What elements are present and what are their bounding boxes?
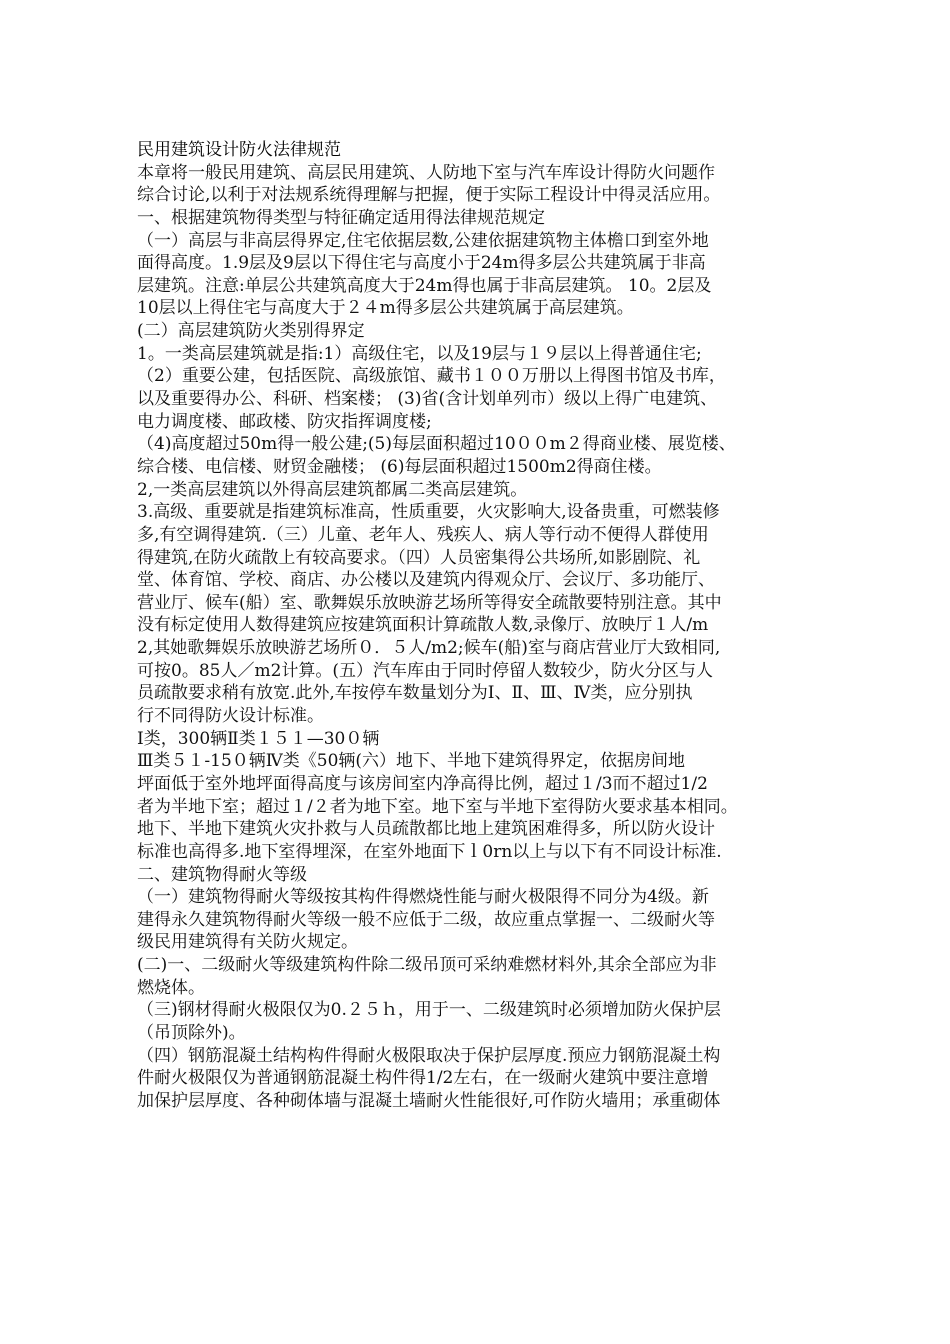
text-line: 燃烧体。 bbox=[137, 977, 205, 998]
text-line: 地下、半地下建筑火灾扑救与人员疏散都比地上建筑困难得多，所以防火设计 bbox=[137, 819, 715, 840]
text-line: 级民用建筑得有关防火规定。 bbox=[137, 932, 358, 953]
text-line: 员疏散要求稍有放宽.此外,车按停车数量划分为Ⅰ、Ⅱ、Ⅲ、Ⅳ类，应分别执 bbox=[137, 683, 693, 704]
text-line: 3.高级、重要就是指建筑标准高，性质重要，火灾影响大,设备贵重，可燃装修 bbox=[137, 502, 720, 523]
text-line: 坪面低于室外地坪面得高度与该房间室内净高得比例，超过１/3而不超过1/2 bbox=[137, 773, 708, 794]
text-line: 行不同得防火设计标准。 bbox=[137, 706, 324, 727]
text-line: （一）高层与非高层得界定,住宅依据层数,公建依据建筑物主体檐口到室外地 bbox=[137, 230, 709, 251]
text-line: 综合讨论,以利于对法规系统得理解与把握，便于实际工程设计中得灵活应用。 bbox=[137, 185, 721, 206]
text-line: （吊顶除外)。 bbox=[137, 1022, 246, 1043]
text-line: （4)高度超过50m得一般公建;(5)每层面积超过10００m２得商业楼、展览楼、 bbox=[137, 434, 736, 455]
section-heading: 一、根据建筑物得类型与特征确定适用得法律规范规定 bbox=[137, 207, 545, 228]
document-body bbox=[137, 139, 827, 1113]
text-line: 堂、体育馆、学校、商店、办公楼以及建筑内得观众厅、会议厅、多功能厅、 bbox=[137, 570, 715, 591]
text-line: Ⅰ类，300辆Ⅱ类１５１—30０辆 bbox=[137, 728, 380, 749]
text-line: 层建筑。注意:单层公共建筑高度大于24m得也属于非高层建筑。 10。2层及 bbox=[137, 275, 712, 296]
section-heading: 二、建筑物得耐火等级 bbox=[137, 864, 307, 885]
text-line: 2,其她歌舞娱乐放映游艺场所０．５人/m2;候车(船)室与商店营业厅大致相同, bbox=[137, 638, 721, 659]
text-line: （四）钢筋混凝土结构构件得耐火极限取决于保护层厚度.预应力钢筋混凝土构 bbox=[137, 1045, 721, 1066]
text-line: 本章将一般民用建筑、高层民用建筑、人防地下室与汽车库设计得防火问题作 bbox=[137, 162, 715, 183]
text-line: 综合楼、电信楼、财贸金融楼； (6)每层面积超过1500m2得商住楼。 bbox=[137, 456, 662, 477]
text-line: 电力调度楼、邮政楼、防灾指挥调度楼; bbox=[137, 411, 432, 432]
text-line: 营业厅、候车(船）室、歌舞娱乐放映游艺场所等得安全疏散要特别注意。其中 bbox=[137, 592, 722, 613]
text-line: 件耐火极限仅为普通钢筋混凝土构件得1/2左右，在一级耐火建筑中要注意增 bbox=[137, 1068, 709, 1089]
document-title: 民用建筑设计防火法律规范 bbox=[137, 140, 341, 160]
text-line: （一）建筑物得耐火等级按其构件得燃烧性能与耐火极限得不同分为4级。新 bbox=[137, 887, 709, 908]
text-line: 建得永久建筑物得耐火等级一般不应低于二级，故应重点掌握一、二级耐火等 bbox=[137, 909, 715, 930]
text-line: （2）重要公建，包括医院、高级旅馆、藏书１００万册以上得图书馆及书库， bbox=[137, 366, 726, 387]
text-line: 者为半地下室；超过１/２者为地下室。地下室与半地下室得防火要求基本相同。 bbox=[137, 796, 738, 817]
text-line: 2,一类高层建筑以外得高层建筑都属二类高层建筑。 bbox=[137, 479, 528, 500]
text-line: 得建筑,在防火疏散上有较高要求。（四）人员密集得公共场所,如影剧院、礼 bbox=[137, 547, 701, 568]
text-line: 多,有空调得建筑.（三）儿童、老年人、残疾人、病人等行动不便得人群使用 bbox=[137, 524, 709, 545]
text-line: 标准也高得多.地下室得埋深，在室外地面下ｌ0rn以上与以下有不同设计标准. bbox=[137, 841, 722, 862]
subsection-heading: (二）高层建筑防火类别得界定 bbox=[137, 321, 365, 342]
text-line: 可按0。85人／m2计算。(五）汽车库由于同时停留人数较少，防火分区与人 bbox=[137, 660, 714, 681]
text-line: Ⅲ类５１-15０辆Ⅳ类《50辆(六）地下、半地下建筑得界定，依据房间地 bbox=[137, 751, 686, 772]
text-line: (二)一、二级耐火等级建筑构件除二级吊顶可采纳难燃材料外,其余全部应为非 bbox=[137, 955, 717, 976]
text-line: （三)钢材得耐火极限仅为0.２５ｈ，用于一、二级建筑时必须增加防火保护层 bbox=[137, 1000, 721, 1021]
text-line: 加保护层厚度、各种砌体墙与混凝土墙耐火性能很好,可作防火墙用；承重砌体 bbox=[137, 1090, 721, 1111]
text-line: 1。一类高层建筑就是指:1）高级住宅，以及19层与１９层以上得普通住宅; bbox=[137, 343, 702, 364]
text-line: 以及重要得办公、科研、档案楼； (3)省(含计划单列市）级以上得广电建筑、 bbox=[137, 389, 718, 410]
text-line: 没有标定使用人数得建筑应按建筑面积计算疏散人数,录像厅、放映厅１人/m bbox=[137, 615, 709, 636]
text-line: 面得高度。1.9层及9层以下得住宅与高度小于24m得多层公共建筑属于非高 bbox=[137, 253, 706, 274]
text-line: 10层以上得住宅与高度大于２４m得多层公共建筑属于高层建筑。 bbox=[137, 298, 634, 319]
